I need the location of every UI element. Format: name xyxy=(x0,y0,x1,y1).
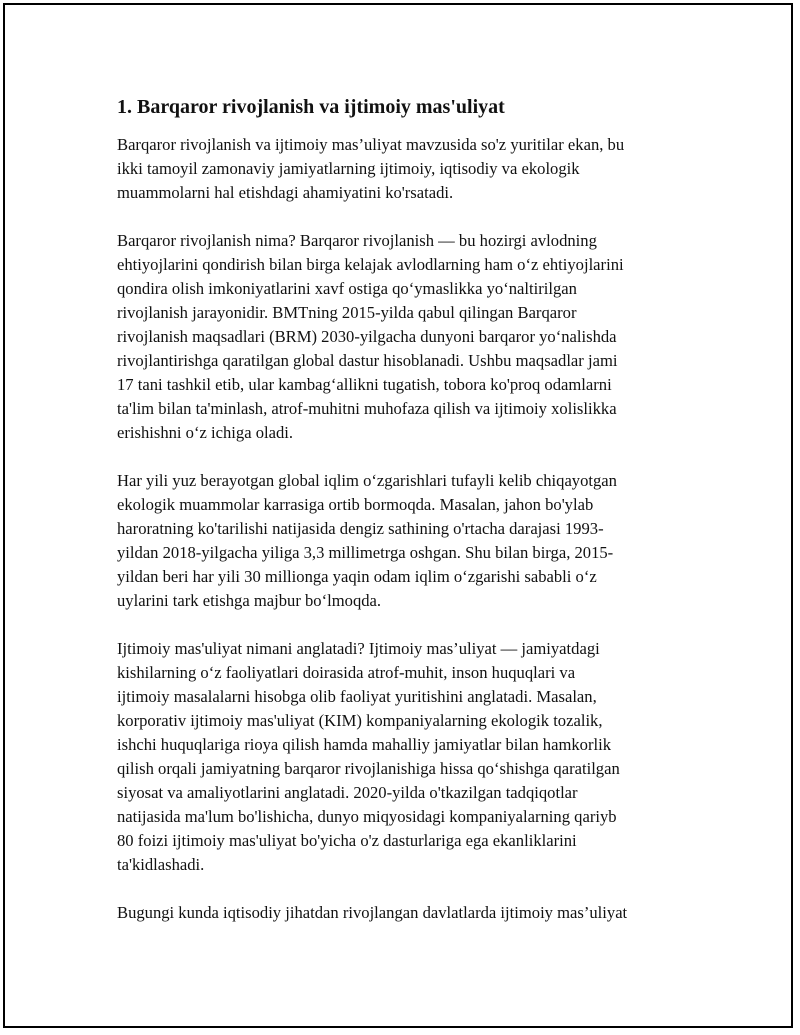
paragraph-line: qondira olish imkoniyatlarini xavf ostiga qo‘ymaslikka yo‘naltirilgan xyxy=(117,279,577,298)
paragraph-line: ishchi huquqlariga rioya qilish hamda mahalliy jamiyatlar bilan hamkorlik xyxy=(117,735,612,754)
paragraph-line: haroratning ko'tarilishi natijasida dengiz sathining o'rtacha darajasi 1993- xyxy=(117,519,604,538)
paragraph-line: 17 tani tashkil etib, ular kambag‘allikni tugatish, tobora ko'proq odamlarni xyxy=(117,375,612,394)
paragraph-line: ikki tamoyil zamonaviy jamiyatlarning ijtimoiy, iqtisodiy va ekologik xyxy=(117,159,580,178)
paragraph-line: ta'lim bilan ta'minlash, atrof-muhitni muhofaza qilish va ijtimoiy xolislikka xyxy=(117,399,617,418)
paragraph xyxy=(117,469,687,613)
paragraph-line: ta'kidlashadi. xyxy=(117,855,205,874)
paragraph-line: 80 foizi ijtimoiy mas'uliyat bo'yicha o'z dasturlariga ega ekanliklarini xyxy=(117,831,577,850)
paragraph-line: yildan 2018-yilgacha yiliga 3,3 millimetrga oshgan. Shu bilan birga, 2015- xyxy=(117,543,614,562)
paragraph-line: Bugungi kunda iqtisodiy jihatdan rivojlangan davlatlarda ijtimoiy mas’uliyat xyxy=(117,903,628,922)
paragraph-line: muammolarni hal etishdagi ahamiyatini ko'rsatadi. xyxy=(117,183,454,202)
paragraph-line: Barqaror rivojlanish nima? Barqaror rivojlanish — bu hozirgi avlodning xyxy=(117,231,597,250)
paragraph-line: korporativ ijtimoiy mas'uliyat (KIM) kompaniyalarning ekologik tozalik, xyxy=(117,711,603,730)
paragraph-line: erishishni o‘z ichiga oladi. xyxy=(117,423,294,442)
paragraph xyxy=(117,637,687,877)
paragraph-line: uylarini tark etishga majbur bo‘lmoqda. xyxy=(117,591,382,610)
paragraph-line: rivojlantirishga qaratilgan global dastur hisoblanadi. Ushbu maqsadlar jami xyxy=(117,351,618,370)
paragraph-line: ekologik muammolar karrasiga ortib bormoqda. Masalan, jahon bo'ylab xyxy=(117,495,594,514)
paragraph xyxy=(117,133,687,205)
paragraph-line: qilish orqali jamiyatning barqaror rivojlanishiga hissa qo‘shishga qaratilgan xyxy=(117,759,620,778)
paragraph-line: yildan beri har yili 30 millionga yaqin odam iqlim o‘zgarishi sababli o‘z xyxy=(117,567,597,586)
paragraph-line: natijasida ma'lum bo'lishicha, dunyo miqyosidagi kompaniyalarning qariyb xyxy=(117,807,617,826)
paragraph-line: Har yili yuz berayotgan global iqlim o‘zgarishlari tufayli kelib chiqayotgan xyxy=(117,471,617,490)
paragraph-line: rivojlanish jarayonidir. BMTning 2015-yilda qabul qilingan Barqaror xyxy=(117,303,577,322)
paragraph-line: siyosat va amaliyotlarini anglatadi. 2020-yilda o'tkazilgan tadqiqotlar xyxy=(117,783,578,802)
paragraph-line: ijtimoiy masalalarni hisobga olib faoliyat yuritishini anglatadi. Masalan, xyxy=(117,687,597,706)
paragraph-line: Ijtimoiy mas'uliyat nimani anglatadi? Ijtimoiy mas’uliyat — jamiyatdagi xyxy=(117,639,600,658)
paragraph-line: Barqaror rivojlanish va ijtimoiy mas’uliyat mavzusida so'z yuritilar ekan, bu xyxy=(117,135,625,154)
paragraph xyxy=(117,901,687,925)
paragraph-line: kishilarning o‘z faoliyatlari doirasida atrof-muhit, inson huquqlari va xyxy=(117,663,576,682)
paragraph xyxy=(117,229,687,445)
paragraph-line: rivojlanish maqsadlari (BRM) 2030-yilgacha dunyoni barqaror yo‘nalishda xyxy=(117,327,617,346)
paragraph-line: ehtiyojlarini qondirish bilan birga kelajak avlodlarning ham o‘z ehtiyojlarini xyxy=(117,255,624,274)
section-heading: 1. Barqaror rivojlanish va ijtimoiy mas'uliyat xyxy=(117,96,505,118)
document-body xyxy=(117,93,687,949)
paragraph-list xyxy=(117,133,687,925)
